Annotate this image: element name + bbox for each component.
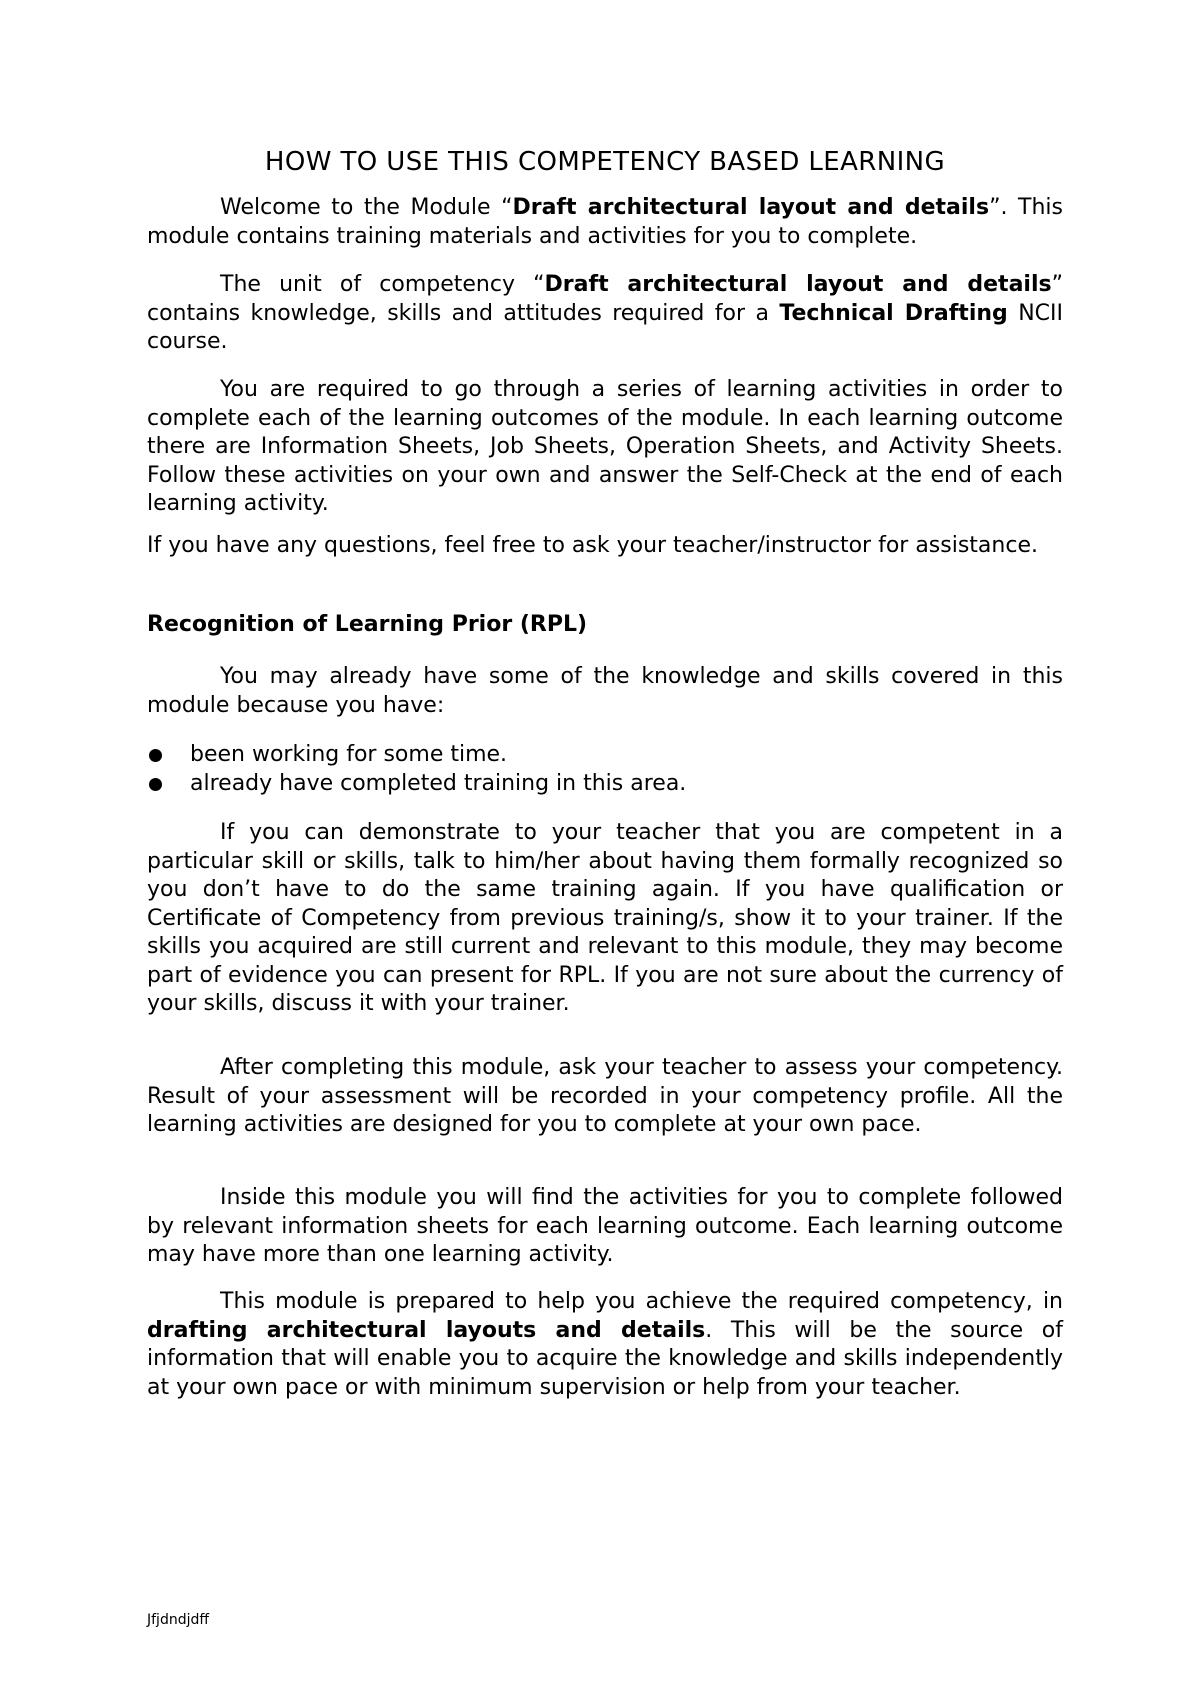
welcome-text-end: ”. This module contains training materials and activities for you to complete. (147, 195, 1063, 249)
purpose-text-end: . This will be the source of information that will enable you to acquire the knowledge and skills independently at your own pace or with minimum supervision or help from your teacher. (147, 1317, 1064, 1400)
welcome-paragraph (147, 194, 1063, 251)
list-item (147, 770, 686, 799)
list-item-text: been working for some time. (190, 742, 508, 767)
module-contents-paragraph: Inside this module you will find the activities for you to complete followed by relevant information sheets for each learning outcome. Each learning outcome may have more than one learning activity. (147, 1185, 1063, 1267)
unit-text-start: The unit of competency “ (220, 272, 545, 297)
bullet-icon (149, 778, 162, 791)
list-item-text: already have completed training in this area. (190, 770, 687, 796)
prior-knowledge-paragraph: You may already have some of the knowledge and skills covered in this module because you have: (147, 664, 1063, 718)
purpose-text-start: This module is prepared to help you achieve the required competency, in (220, 1289, 1063, 1314)
page-footer: Jfjdndjdff (147, 1612, 210, 1628)
unit-name: Draft architectural layout and details (544, 272, 1052, 297)
demonstrate-paragraph: If you can demonstrate to your teacher that you are competent in a particular skill or skills, talk to him/her about having them formally recognized so you don’t have to do the same training again. If you have qualification or Certificate of Competency from previous training/s, show it to your trainer. If the skills you acquired are still current and relevant to this module, they may become part of evidence you can present for RPL. If you are not sure about the currency of your skills, discuss it with your trainer. (147, 820, 1063, 1016)
activities-paragraph: You are required to go through a series of learning activities in order to complete each of the learning outcomes of the module. In each learning outcome there are Information Sheets, Job Sheets, Operation Sheets, and Activity Sheets. Follow these activities on your own and answer the Self-Check at the end of each learning activity. (147, 377, 1063, 516)
unit-text-middle: ” contains knowledge, skills and attitudes required for a (147, 272, 1063, 326)
prior-experience-list (147, 741, 686, 798)
course-name: Technical Drafting (779, 300, 1008, 326)
questions-paragraph: If you have any questions, feel free to ask your teacher/instructor for assistance. (147, 533, 1038, 558)
list-item (147, 741, 686, 770)
purpose-emphasis: drafting architectural layouts and details (147, 1317, 706, 1343)
bullet-icon (149, 749, 162, 762)
welcome-text-start: Welcome to the Module “ (220, 195, 513, 220)
purpose-paragraph (147, 1288, 1063, 1402)
rpl-heading: Recognition of Learning Prior (RPL) (147, 612, 588, 637)
assessment-paragraph: After completing this module, ask your teacher to assess your competency. Result of your assessment will be recorded in your competency profile. All the learning activities are designed for you to complete at your own pace. (147, 1055, 1063, 1137)
module-name: Draft architectural layout and details (512, 195, 990, 220)
page-title: HOW TO USE THIS COMPETENCY BASED LEARNING (264, 147, 946, 177)
unit-paragraph (147, 271, 1063, 357)
unit-text-end: NCII course. (147, 300, 1063, 354)
